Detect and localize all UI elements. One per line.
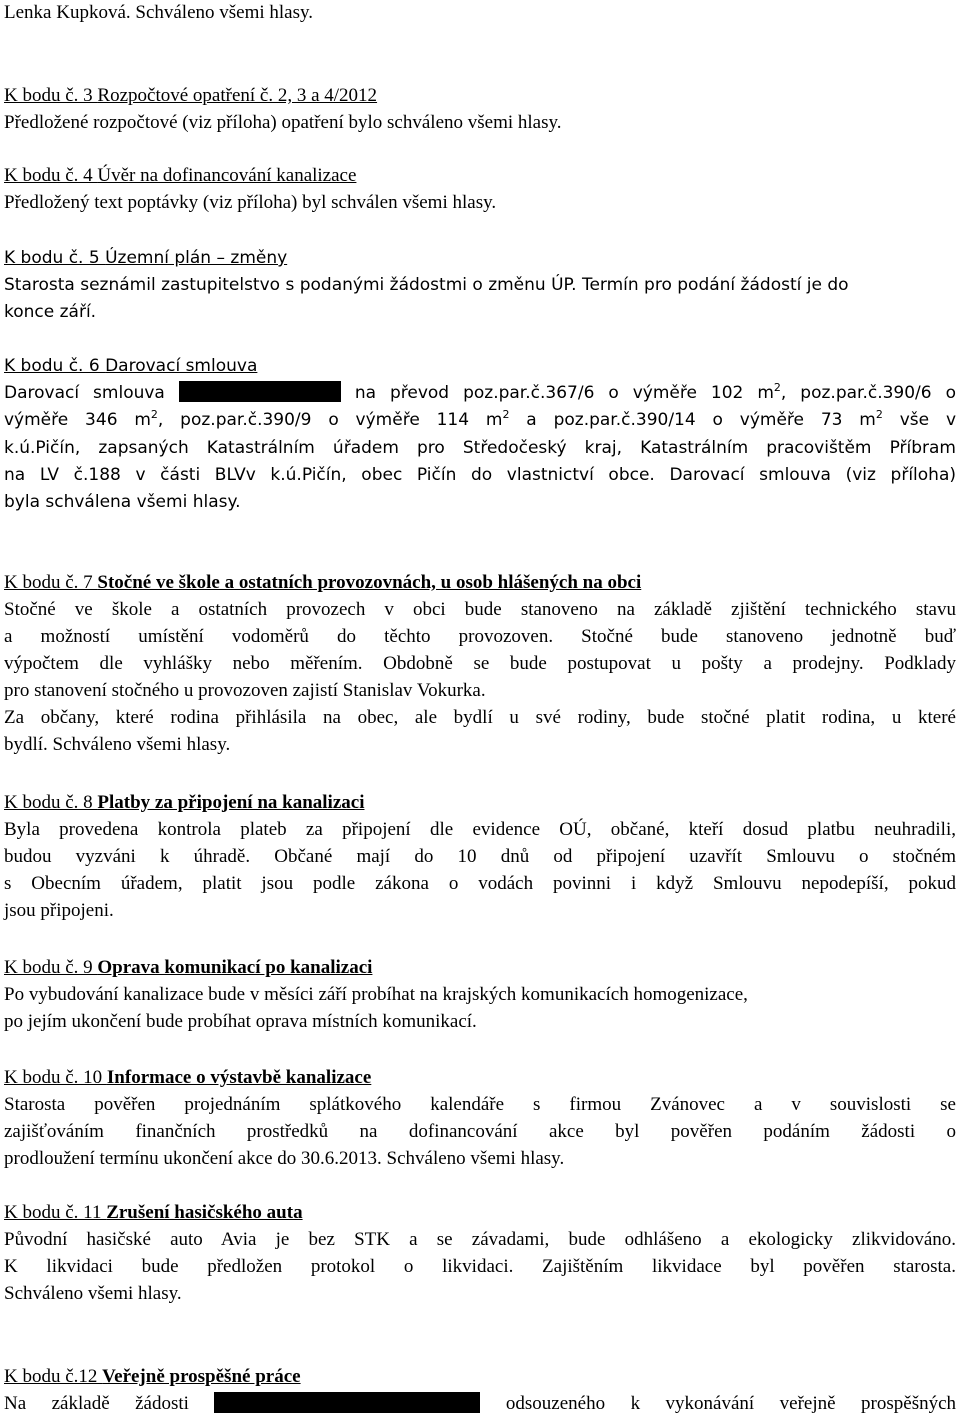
section-title: Oprava komunikací po kanalizaci bbox=[97, 957, 373, 978]
superscript: 2 bbox=[773, 381, 781, 394]
text-line: Po vybudování kanalizace bude v měsíci září probíhat na krajských komunikacích homogenizace, bbox=[4, 984, 748, 1005]
superscript: 2 bbox=[502, 408, 510, 421]
text-line: pro stanovení stočného u provozoven zajistí Stanislav Vokurka. bbox=[4, 680, 486, 701]
text-line: Za občany, které rodina přihlásila na obec, ale bydlí u své rodiny, bude stočné platit rodina, u které bbox=[4, 707, 956, 728]
section-number: K bodu č. 5 bbox=[4, 248, 106, 268]
text-line bbox=[4, 381, 956, 405]
section-heading-3 bbox=[4, 84, 377, 108]
text-line: výpočtem dle vyhlášky nebo měřením. Obdobně se bude postupovat u pošty a prodejny. Podklady bbox=[4, 653, 956, 674]
section-number: K bodu č. 7 bbox=[4, 572, 98, 593]
text-line: Starosta pověřen projednáním splátkového kalendáře s firmou Zvánovec a v souvislosti se bbox=[4, 1094, 956, 1115]
line-segment: a poz.par.č.390/14 o výměře 73 m bbox=[509, 410, 876, 430]
section-title: Informace o výstavbě kanalizace bbox=[106, 1067, 372, 1088]
redaction-bar bbox=[214, 1392, 480, 1413]
text-line: Schváleno všemi hlasy. bbox=[4, 1283, 182, 1304]
text-line: Předložený text poptávky (viz příloha) byl schválen všemi hlasy. bbox=[4, 192, 497, 213]
text-line: po jejím ukončení bude probíhat oprava místních komunikací. bbox=[4, 1011, 477, 1032]
line-segment: , poz.par.č.390/6 o bbox=[780, 383, 956, 403]
superscript: 2 bbox=[150, 408, 158, 421]
text-line: Byla provedena kontrola plateb za připojení dle evidence OÚ, občané, kteří dosud platbu neuhradili, bbox=[4, 819, 956, 840]
redaction-bar bbox=[179, 381, 341, 402]
line-segment: , poz.par.č.390/9 o výměře 114 m bbox=[157, 410, 503, 430]
line-segment: výměře 346 m bbox=[4, 410, 151, 430]
text-line: k.ú.Pičín, zapsaných Katastrálním úřadem pro Středočeský kraj, Katastrálním pracovištěm Příbram bbox=[4, 438, 956, 458]
section-number: K bodu č.12 bbox=[4, 1366, 103, 1387]
text-line bbox=[4, 408, 956, 432]
text-line: zajišťováním finančních prostředků na dofinancování akce byl pověřen podáním žádosti o bbox=[4, 1121, 956, 1142]
section-heading-4 bbox=[4, 164, 356, 188]
section-number: K bodu č. 8 bbox=[4, 792, 98, 813]
section-heading-9 bbox=[4, 956, 372, 980]
text-line: na LV č.188 v části BLVv k.ú.Pičín, obec Pičín do vlastnictví obce. Darovací smlouva (viz příloha) bbox=[4, 465, 956, 485]
text-line: konce září. bbox=[4, 302, 97, 322]
line-segment: vše v bbox=[882, 410, 956, 430]
text-line: bydlí. Schváleno všemi hlasy. bbox=[4, 734, 231, 755]
section-title: Rozpočtové opatření č. 2, 3 a 4/2012 bbox=[97, 85, 378, 106]
section-title: Úvěr na dofinancování kanalizace bbox=[97, 165, 357, 186]
section-title: Veřejně prospěšné práce bbox=[102, 1366, 301, 1387]
superscript: 2 bbox=[875, 408, 883, 421]
section-title: Stočné ve škole a ostatních provozovnách, u osob hlášených na obci bbox=[97, 572, 642, 593]
section-number: K bodu č. 6 bbox=[4, 356, 106, 376]
section-number: K bodu č. 4 bbox=[4, 165, 98, 186]
text-line: Starosta seznámil zastupitelstvo s podanými žádostmi o změnu ÚP. Termín pro podání žádostí je do bbox=[4, 275, 849, 295]
text-line: Původní hasičské auto Avia je bez STK a se závadami, bude odhlášeno a ekologicky zlikvidováno. bbox=[4, 1229, 956, 1250]
text-line: Lenka Kupková. Schváleno všemi hlasy. bbox=[4, 2, 314, 23]
section-title: Darovací smlouva bbox=[105, 356, 258, 376]
section-title: Zrušení hasičského auta bbox=[106, 1202, 303, 1223]
text-line: s Obecním úřadem, platit jsou podle zákona o vodách povinni i když Smlouvu nepodepíší, pokud bbox=[4, 873, 956, 894]
section-heading-11 bbox=[4, 1201, 303, 1225]
line-segment: Na základě žádosti bbox=[4, 1393, 189, 1414]
text-line: K likvidaci bude předložen protokol o likvidaci. Zajištěním likvidace byl pověřen starosta. bbox=[4, 1256, 956, 1277]
section-heading-5 bbox=[4, 246, 287, 270]
line-segment: na převod poz.par.č.367/6 o výměře 102 m bbox=[354, 383, 774, 403]
section-heading-10 bbox=[4, 1066, 371, 1090]
text-line: Předložené rozpočtové (viz příloha) opatření bylo schváleno všemi hlasy. bbox=[4, 112, 562, 133]
section-number: K bodu č. 9 bbox=[4, 957, 98, 978]
section-heading-7 bbox=[4, 571, 641, 595]
section-number: K bodu č. 11 bbox=[4, 1202, 107, 1223]
text-line bbox=[4, 1392, 956, 1416]
section-heading-8 bbox=[4, 791, 364, 815]
section-title: Platby za připojení na kanalizaci bbox=[97, 792, 365, 813]
section-title: Územní plán – změny bbox=[105, 248, 288, 268]
text-line: budou vyzváni k úhradě. Občané mají do 10 dnů od připojení uzavřít Smlouvu o stočném bbox=[4, 846, 956, 867]
line-segment: odsouzeného k vykonávání veřejně prospěšných bbox=[505, 1393, 957, 1414]
section-heading-12 bbox=[4, 1365, 301, 1389]
section-number: K bodu č. 3 bbox=[4, 85, 98, 106]
line-segment: Darovací smlouva bbox=[4, 383, 165, 403]
text-line: jsou připojeni. bbox=[4, 900, 114, 921]
section-number: K bodu č. 10 bbox=[4, 1067, 107, 1088]
section-heading-6 bbox=[4, 354, 257, 378]
text-line: byla schválena všemi hlasy. bbox=[4, 492, 241, 512]
text-line: a možností umístění vodoměrů do těchto provozoven. Stočné bude stanoveno jednotně buď bbox=[4, 626, 956, 647]
text-line: prodloužení termínu ukončení akce do 30.6.2013. Schváleno všemi hlasy. bbox=[4, 1148, 565, 1169]
text-line: Stočné ve škole a ostatních provozech v obci bude stanoveno na základě zjištění technického stavu bbox=[4, 599, 956, 620]
